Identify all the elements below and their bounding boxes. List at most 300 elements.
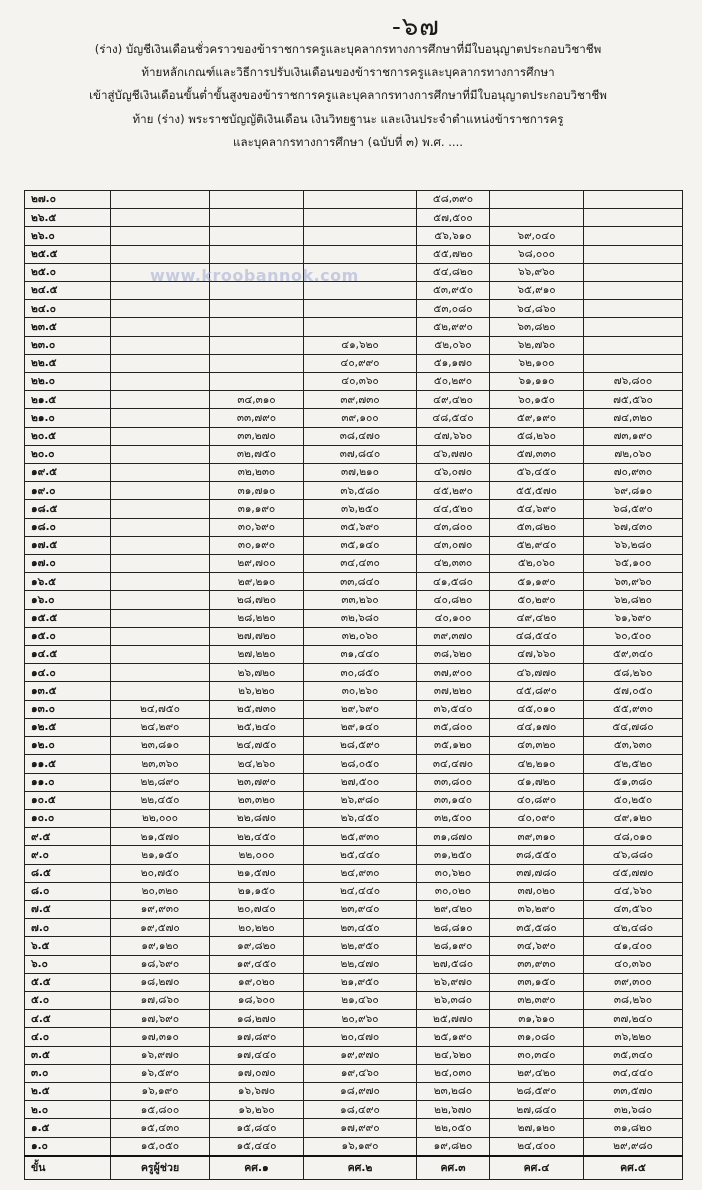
table-row (25, 973, 683, 991)
cell-level: ๒๑.๐ (25, 409, 111, 427)
cell-kso-3: ๕๒,๙๙๐ (417, 318, 490, 336)
cell-assistant-teacher: ๑๖,๕๙๐ (111, 1064, 210, 1082)
cell-level: ๑๑.๕ (25, 755, 111, 773)
cell-kso-4: ๕๑,๑๙๐ (490, 573, 584, 591)
cell-kso-5: ๓๗,๒๔๐ (584, 1010, 683, 1028)
cell-level: ๔.๐ (25, 1028, 111, 1046)
cell-assistant-teacher: ๑๕,๘๐๐ (111, 1101, 210, 1119)
cell-kso-4: ๓๗,๗๘๐ (490, 864, 584, 882)
cell-kso-3: ๒๗,๕๘๐ (417, 955, 490, 973)
cell-kso-3: ๓๙,๓๗๐ (417, 627, 490, 645)
cell-kso-2 (304, 300, 417, 318)
cell-kso-1: ๒๙,๒๑๐ (210, 573, 304, 591)
cell-kso-2: ๒๐,๔๗๐ (304, 1028, 417, 1046)
cell-kso-2: ๒๒,๙๕๐ (304, 937, 417, 955)
cell-kso-4: ๓๔,๖๙๐ (490, 937, 584, 955)
cell-assistant-teacher: ๑๙,๑๒๐ (111, 937, 210, 955)
cell-assistant-teacher (111, 391, 210, 409)
cell-kso-4: ๕๐,๒๙๐ (490, 591, 584, 609)
table-row (25, 318, 683, 336)
cell-kso-2: ๒๘,๕๙๐ (304, 737, 417, 755)
cell-kso-2: ๓๐,๘๕๐ (304, 664, 417, 682)
cell-kso-5: ๗๕,๕๖๐ (584, 391, 683, 409)
cell-kso-4: ๒๗,๘๔๐ (490, 1101, 584, 1119)
cell-kso-3: ๓๓,๑๔๐ (417, 791, 490, 809)
cell-kso-2: ๑๘,๙๗๐ (304, 1082, 417, 1100)
cell-kso-5: ๗๔,๓๒๐ (584, 409, 683, 427)
cell-kso-2: ๓๖,๕๘๐ (304, 482, 417, 500)
cell-assistant-teacher (111, 318, 210, 336)
cell-assistant-teacher: ๒๒,๔๕๐ (111, 791, 210, 809)
cell-level: ๑๘.๐ (25, 518, 111, 536)
cell-kso-2: ๓๘,๔๗๐ (304, 427, 417, 445)
salary-table (24, 190, 683, 1180)
table-row (25, 591, 683, 609)
cell-kso-4: ๓๓,๙๓๐ (490, 955, 584, 973)
cell-kso-5 (584, 209, 683, 227)
table-row (25, 609, 683, 627)
cell-level: ๒.๕ (25, 1082, 111, 1100)
cell-kso-2: ๑๙,๙๗๐ (304, 1046, 417, 1064)
cell-assistant-teacher (111, 191, 210, 209)
cell-kso-3: ๕๒,๐๖๐ (417, 336, 490, 354)
header-line-1: (ร่าง) บัญชีเงินเดือนชั่วคราวของข้าราชการครูและบุคลากรทางการศึกษาที่มีใบอนุญาตประกอบวิชาชีพ (94, 42, 602, 56)
cell-kso-1: ๓๒,๒๓๐ (210, 464, 304, 482)
cell-assistant-teacher (111, 664, 210, 682)
cell-kso-4: ๓๖,๒๙๐ (490, 900, 584, 918)
cell-assistant-teacher: ๑๘,๖๙๐ (111, 955, 210, 973)
cell-assistant-teacher (111, 536, 210, 554)
cell-level: ๒๕.๐ (25, 263, 111, 281)
cell-level: ๒๒.๐ (25, 373, 111, 391)
cell-kso-1: ๑๕,๔๔๐ (210, 1137, 304, 1156)
cell-assistant-teacher (111, 427, 210, 445)
table-row (25, 482, 683, 500)
document-header (28, 38, 668, 154)
cell-kso-5: ๓๔,๔๔๐ (584, 1064, 683, 1082)
table-row (25, 1082, 683, 1100)
header-line-2: ท้ายหลักเกณฑ์และวิธีการปรับเงินเดือนของข้าราชการครูและบุคลากรทางการศึกษา (141, 65, 555, 80)
cell-assistant-teacher (111, 245, 210, 263)
cell-kso-3: ๔๐,๘๒๐ (417, 591, 490, 609)
cell-level: ๑๕.๐ (25, 627, 111, 645)
cell-kso-2: ๓๗,๒๑๐ (304, 464, 417, 482)
cell-kso-2: ๔๑,๖๒๐ (304, 336, 417, 354)
table-row (25, 1028, 683, 1046)
table-row (25, 755, 683, 773)
cell-kso-3: ๔๘,๕๔๐ (417, 409, 490, 427)
cell-kso-3: ๕๓,๙๕๐ (417, 282, 490, 300)
cell-assistant-teacher (111, 500, 210, 518)
header-line-4: ท้าย (ร่าง) พระราชบัญญัติเงินเดือน เงินวิทยฐานะ และเงินประจำตำแหน่งข้าราชการครู (132, 111, 564, 126)
cell-kso-2: ๓๔,๔๓๐ (304, 555, 417, 573)
cell-kso-4: ๔๐,๐๙๐ (490, 809, 584, 827)
cell-kso-2: ๓๕,๖๙๐ (304, 518, 417, 536)
cell-kso-5: ๓๕,๓๔๐ (584, 1046, 683, 1064)
cell-kso-3: ๒๔,๐๓๐ (417, 1064, 490, 1082)
table-row (25, 1137, 683, 1156)
cell-level: ๒๒.๕ (25, 354, 111, 372)
cell-assistant-teacher: ๑๗,๘๖๐ (111, 991, 210, 1009)
cell-level: ๑๑.๐ (25, 773, 111, 791)
cell-kso-5: ๔๔,๖๖๐ (584, 882, 683, 900)
cell-kso-5: ๔๘,๐๑๐ (584, 828, 683, 846)
cell-kso-4: ๕๙,๑๙๐ (490, 409, 584, 427)
cell-kso-1: ๑๗,๔๔๐ (210, 1046, 304, 1064)
cell-kso-1: ๒๑,๕๗๐ (210, 864, 304, 882)
cell-level: ๑๐.๐ (25, 809, 111, 827)
cell-assistant-teacher (111, 336, 210, 354)
cell-kso-1: ๒๒,๔๕๐ (210, 828, 304, 846)
table-row (25, 245, 683, 263)
cell-kso-4: ๖๘,๐๐๐ (490, 245, 584, 263)
cell-assistant-teacher: ๑๖,๙๗๐ (111, 1046, 210, 1064)
cell-kso-5: ๓๓,๕๗๐ (584, 1082, 683, 1100)
cell-kso-4: ๖๒,๑๐๐ (490, 354, 584, 372)
cell-kso-1 (210, 318, 304, 336)
cell-kso-1 (210, 354, 304, 372)
table-row (25, 882, 683, 900)
cell-assistant-teacher: ๒๔,๒๙๐ (111, 718, 210, 736)
cell-kso-1 (210, 209, 304, 227)
cell-level: ๔.๕ (25, 1010, 111, 1028)
cell-kso-1: ๓๓,๒๗๐ (210, 427, 304, 445)
cell-level: ๑.๕ (25, 1119, 111, 1137)
cell-kso-3: ๔๖,๗๗๐ (417, 445, 490, 463)
cell-kso-3: ๓๘,๖๒๐ (417, 646, 490, 664)
cell-assistant-teacher (111, 445, 210, 463)
cell-kso-4: ๓๘,๕๕๐ (490, 846, 584, 864)
cell-assistant-teacher: ๑๙,๙๓๐ (111, 900, 210, 918)
cell-kso-5: ๖๖,๒๘๐ (584, 536, 683, 554)
table-row (25, 354, 683, 372)
table-row (25, 500, 683, 518)
cell-kso-1: ๑๙,๔๕๐ (210, 955, 304, 973)
cell-kso-4: ๕๘,๒๖๐ (490, 427, 584, 445)
cell-kso-5: ๓๙,๓๐๐ (584, 973, 683, 991)
cell-assistant-teacher: ๑๘,๒๗๐ (111, 973, 210, 991)
cell-level: ๗.๕ (25, 900, 111, 918)
cell-kso-1: ๓๑,๗๑๐ (210, 482, 304, 500)
cell-kso-1: ๒๐,๗๔๐ (210, 900, 304, 918)
cell-kso-2: ๓๖,๒๕๐ (304, 500, 417, 518)
cell-assistant-teacher: ๒๒,๘๙๐ (111, 773, 210, 791)
cell-kso-5: ๗๒,๐๖๐ (584, 445, 683, 463)
cell-kso-2: ๒๗,๕๐๐ (304, 773, 417, 791)
cell-kso-3: ๕๕,๗๒๐ (417, 245, 490, 263)
cell-kso-4 (490, 191, 584, 209)
cell-kso-4: ๕๓,๘๒๐ (490, 518, 584, 536)
cell-level: ๒๐.๕ (25, 427, 111, 445)
cell-kso-5: ๓๒,๖๘๐ (584, 1101, 683, 1119)
cell-level: ๖.๐ (25, 955, 111, 973)
table-row (25, 700, 683, 718)
cell-kso-2: ๒๑,๙๕๐ (304, 973, 417, 991)
table-row (25, 627, 683, 645)
header-line-5: และบุคลากรทางการศึกษา (ฉบับที่ ๓) พ.ศ. .... (233, 134, 463, 149)
cell-level: ๑๕.๕ (25, 609, 111, 627)
cell-kso-1: ๑๘,๒๗๐ (210, 1010, 304, 1028)
cell-kso-5: ๕๓,๖๓๐ (584, 737, 683, 755)
table-row (25, 1046, 683, 1064)
table-row (25, 718, 683, 736)
cell-kso-2 (304, 191, 417, 209)
cell-kso-4: ๔๔,๑๗๐ (490, 718, 584, 736)
cell-kso-4: ๖๔,๘๖๐ (490, 300, 584, 318)
cell-assistant-teacher (111, 409, 210, 427)
cell-kso-5: ๕๐,๒๕๐ (584, 791, 683, 809)
cell-kso-4: ๒๗,๑๒๐ (490, 1119, 584, 1137)
cell-kso-5: ๖๕,๑๐๐ (584, 555, 683, 573)
cell-kso-1: ๒๔,๒๖๐ (210, 755, 304, 773)
cell-level: ๒๕.๕ (25, 245, 111, 263)
cell-kso-5 (584, 336, 683, 354)
cell-kso-3: ๒๖,๓๘๐ (417, 991, 490, 1009)
cell-kso-1: ๑๕,๘๔๐ (210, 1119, 304, 1137)
cell-kso-2: ๓๓,๘๔๐ (304, 573, 417, 591)
cell-kso-1: ๒๖,๒๒๐ (210, 682, 304, 700)
cell-assistant-teacher: ๑๗,๖๙๐ (111, 1010, 210, 1028)
cell-kso-5 (584, 318, 683, 336)
cell-assistant-teacher: ๒๓,๓๖๐ (111, 755, 210, 773)
cell-assistant-teacher (111, 482, 210, 500)
cell-level: ๖.๕ (25, 937, 111, 955)
cell-kso-2: ๔๐,๙๙๐ (304, 354, 417, 372)
footer-kso-2: คศ.๒ (304, 1156, 417, 1180)
cell-kso-3: ๕๐,๒๙๐ (417, 373, 490, 391)
cell-assistant-teacher (111, 609, 210, 627)
cell-kso-1: ๓๐,๑๙๐ (210, 536, 304, 554)
table-row (25, 900, 683, 918)
cell-kso-3: ๕๗,๕๐๐ (417, 209, 490, 227)
cell-kso-2: ๒๔,๙๓๐ (304, 864, 417, 882)
cell-level: ๙.๕ (25, 828, 111, 846)
table-row (25, 555, 683, 573)
cell-kso-3: ๓๑,๘๗๐ (417, 828, 490, 846)
cell-kso-4: ๕๔,๖๙๐ (490, 500, 584, 518)
cell-kso-5: ๗๓,๑๙๐ (584, 427, 683, 445)
cell-kso-3: ๔๓,๘๐๐ (417, 518, 490, 536)
cell-kso-5: ๕๒,๕๒๐ (584, 755, 683, 773)
cell-kso-1: ๑๙,๘๒๐ (210, 937, 304, 955)
cell-kso-2: ๑๗,๙๙๐ (304, 1119, 417, 1137)
cell-kso-1 (210, 191, 304, 209)
cell-kso-5 (584, 354, 683, 372)
page-number: -๖๗ (392, 12, 440, 42)
watermark: www.kroobannok.com (150, 266, 359, 285)
cell-kso-2 (304, 227, 417, 245)
cell-kso-1: ๒๕,๒๔๐ (210, 718, 304, 736)
cell-kso-1: ๒๗,๒๒๐ (210, 646, 304, 664)
table-row (25, 1010, 683, 1028)
cell-kso-1 (210, 227, 304, 245)
cell-kso-2: ๒๕,๙๓๐ (304, 828, 417, 846)
table-row (25, 573, 683, 591)
footer-kso-3: คศ.๓ (417, 1156, 490, 1180)
cell-assistant-teacher (111, 464, 210, 482)
cell-kso-4: ๔๖,๗๗๐ (490, 664, 584, 682)
cell-kso-3: ๒๒,๐๕๐ (417, 1119, 490, 1137)
cell-kso-5: ๖๙,๘๑๐ (584, 482, 683, 500)
cell-level: ๑๒.๐ (25, 737, 111, 755)
cell-kso-4: ๖๑,๑๑๐ (490, 373, 584, 391)
cell-kso-5: ๔๓,๕๖๐ (584, 900, 683, 918)
table-row (25, 828, 683, 846)
cell-kso-2: ๓๙,๑๐๐ (304, 409, 417, 427)
cell-kso-1: ๒๙,๗๐๐ (210, 555, 304, 573)
footer-assistant-teacher: ครูผู้ช่วย (111, 1156, 210, 1180)
cell-kso-4: ๓๐,๓๔๐ (490, 1046, 584, 1064)
cell-level: ๘.๐ (25, 882, 111, 900)
cell-kso-1: ๑๘,๖๐๐ (210, 991, 304, 1009)
cell-kso-5: ๔๒,๔๘๐ (584, 919, 683, 937)
cell-kso-2: ๓๙,๗๓๐ (304, 391, 417, 409)
cell-kso-5: ๒๙,๙๘๐ (584, 1137, 683, 1156)
cell-assistant-teacher: ๑๕,๐๕๐ (111, 1137, 210, 1156)
cell-kso-1: ๒๘,๗๒๐ (210, 591, 304, 609)
cell-kso-4: ๕๒,๐๖๐ (490, 555, 584, 573)
cell-kso-2: ๒๓,๔๕๐ (304, 919, 417, 937)
cell-level: ๓.๕ (25, 1046, 111, 1064)
cell-kso-3: ๒๖,๙๗๐ (417, 973, 490, 991)
cell-kso-4: ๖๕,๙๑๐ (490, 282, 584, 300)
cell-assistant-teacher (111, 646, 210, 664)
cell-kso-2: ๒๖,๙๘๐ (304, 791, 417, 809)
cell-kso-1: ๓๒,๗๕๐ (210, 445, 304, 463)
cell-kso-2: ๓๑,๔๔๐ (304, 646, 417, 664)
cell-kso-5 (584, 245, 683, 263)
cell-kso-3: ๔๑,๕๘๐ (417, 573, 490, 591)
cell-kso-4: ๕๖,๔๕๐ (490, 464, 584, 482)
cell-kso-2: ๒๐,๙๖๐ (304, 1010, 417, 1028)
cell-kso-2: ๒๑,๔๖๐ (304, 991, 417, 1009)
cell-level: ๓.๐ (25, 1064, 111, 1082)
cell-level: ๑๓.๕ (25, 682, 111, 700)
cell-assistant-teacher: ๒๔,๗๕๐ (111, 700, 210, 718)
table-row (25, 427, 683, 445)
cell-kso-4: ๖๓,๘๒๐ (490, 318, 584, 336)
cell-kso-2: ๔๐,๓๖๐ (304, 373, 417, 391)
cell-kso-3: ๕๑,๑๗๐ (417, 354, 490, 372)
cell-kso-3: ๓๐,๐๒๐ (417, 882, 490, 900)
cell-kso-1: ๑๖,๖๗๐ (210, 1082, 304, 1100)
cell-kso-3: ๒๙,๔๒๐ (417, 900, 490, 918)
cell-assistant-teacher (111, 573, 210, 591)
cell-kso-4: ๔๐,๘๙๐ (490, 791, 584, 809)
cell-level: ๑๖.๐ (25, 591, 111, 609)
cell-kso-2: ๓๒,๖๘๐ (304, 609, 417, 627)
cell-kso-2: ๒๕,๔๔๐ (304, 846, 417, 864)
cell-assistant-teacher (111, 518, 210, 536)
cell-kso-1: ๒๔,๗๕๐ (210, 737, 304, 755)
cell-kso-4: ๕๕,๕๗๐ (490, 482, 584, 500)
cell-kso-1: ๓๑,๑๙๐ (210, 500, 304, 518)
cell-kso-3: ๔๖,๐๗๐ (417, 464, 490, 482)
table-row (25, 646, 683, 664)
cell-kso-4: ๕๒,๙๔๐ (490, 536, 584, 554)
cell-kso-3: ๔๕,๒๙๐ (417, 482, 490, 500)
cell-kso-3: ๔๔,๕๒๐ (417, 500, 490, 518)
cell-kso-3: ๔๓,๐๗๐ (417, 536, 490, 554)
cell-kso-5: ๖๐,๕๐๐ (584, 627, 683, 645)
cell-kso-4: ๓๑,๖๑๐ (490, 1010, 584, 1028)
cell-kso-3: ๕๔,๘๒๐ (417, 263, 490, 281)
table-row (25, 664, 683, 682)
cell-kso-3: ๔๒,๓๓๐ (417, 555, 490, 573)
cell-kso-3: ๒๘,๘๑๐ (417, 919, 490, 937)
footer-kso-4: คศ.๔ (490, 1156, 584, 1180)
cell-assistant-teacher: ๑๕,๔๓๐ (111, 1119, 210, 1137)
cell-kso-4: ๒๘,๕๙๐ (490, 1082, 584, 1100)
cell-level: ๑.๐ (25, 1137, 111, 1156)
cell-assistant-teacher: ๒๐,๓๒๐ (111, 882, 210, 900)
table-row (25, 773, 683, 791)
cell-kso-2: ๒๒,๔๗๐ (304, 955, 417, 973)
cell-kso-2: ๒๘,๐๕๐ (304, 755, 417, 773)
cell-level: ๑๘.๕ (25, 500, 111, 518)
cell-level: ๑๓.๐ (25, 700, 111, 718)
cell-assistant-teacher: ๒๑,๕๗๐ (111, 828, 210, 846)
cell-level: ๒๑.๕ (25, 391, 111, 409)
cell-kso-3: ๒๕,๑๙๐ (417, 1028, 490, 1046)
cell-level: ๕.๐ (25, 991, 111, 1009)
cell-assistant-teacher (111, 682, 210, 700)
table-row (25, 864, 683, 882)
cell-kso-4: ๖๙,๐๔๐ (490, 227, 584, 245)
table-row (25, 227, 683, 245)
table-row (25, 937, 683, 955)
table-row (25, 955, 683, 973)
cell-kso-1 (210, 300, 304, 318)
cell-kso-3: ๒๔,๖๒๐ (417, 1046, 490, 1064)
cell-kso-5: ๓๑,๘๒๐ (584, 1119, 683, 1137)
cell-kso-1: ๑๙,๐๒๐ (210, 973, 304, 991)
cell-kso-1 (210, 336, 304, 354)
cell-kso-5: ๔๑,๔๐๐ (584, 937, 683, 955)
cell-assistant-teacher (111, 300, 210, 318)
cell-kso-3: ๓๑,๒๕๐ (417, 846, 490, 864)
cell-assistant-teacher (111, 373, 210, 391)
cell-kso-4: ๔๘,๕๔๐ (490, 627, 584, 645)
cell-assistant-teacher: ๑๖,๑๙๐ (111, 1082, 210, 1100)
cell-kso-2: ๑๘,๔๙๐ (304, 1101, 417, 1119)
cell-kso-3: ๒๕,๗๗๐ (417, 1010, 490, 1028)
cell-kso-1: ๒๘,๒๒๐ (210, 609, 304, 627)
table-row (25, 919, 683, 937)
cell-kso-4: ๖๖,๙๖๐ (490, 263, 584, 281)
cell-kso-1: ๒๑,๑๕๐ (210, 882, 304, 900)
cell-kso-1: ๑๗,๐๗๐ (210, 1064, 304, 1082)
cell-kso-3: ๓๗,๒๒๐ (417, 682, 490, 700)
cell-kso-2 (304, 209, 417, 227)
header-line-3: เข้าสู่บัญชีเงินเดือนขั้นต่ำขั้นสูงของข้าราชการครูและบุคลากรทางการศึกษาที่มีใบอนุญาตประกอบวิชาชีพ (89, 88, 607, 103)
cell-kso-4: ๔๒,๒๑๐ (490, 755, 584, 773)
cell-kso-3: ๒๘,๑๙๐ (417, 937, 490, 955)
footer-kso-5: คศ.๕ (584, 1156, 683, 1180)
cell-kso-5: ๗๖,๘๐๐ (584, 373, 683, 391)
cell-kso-5: ๔๖,๘๘๐ (584, 846, 683, 864)
table-row (25, 464, 683, 482)
cell-assistant-teacher: ๒๓,๘๑๐ (111, 737, 210, 755)
cell-kso-5 (584, 191, 683, 209)
cell-kso-1: ๒๖,๗๒๐ (210, 664, 304, 682)
cell-level: ๑๖.๕ (25, 573, 111, 591)
cell-kso-4: ๔๕,๐๑๐ (490, 700, 584, 718)
cell-kso-4 (490, 209, 584, 227)
cell-kso-2: ๓๐,๒๖๐ (304, 682, 417, 700)
cell-kso-5: ๖๑,๖๙๐ (584, 609, 683, 627)
cell-level: ๒๗.๐ (25, 191, 111, 209)
